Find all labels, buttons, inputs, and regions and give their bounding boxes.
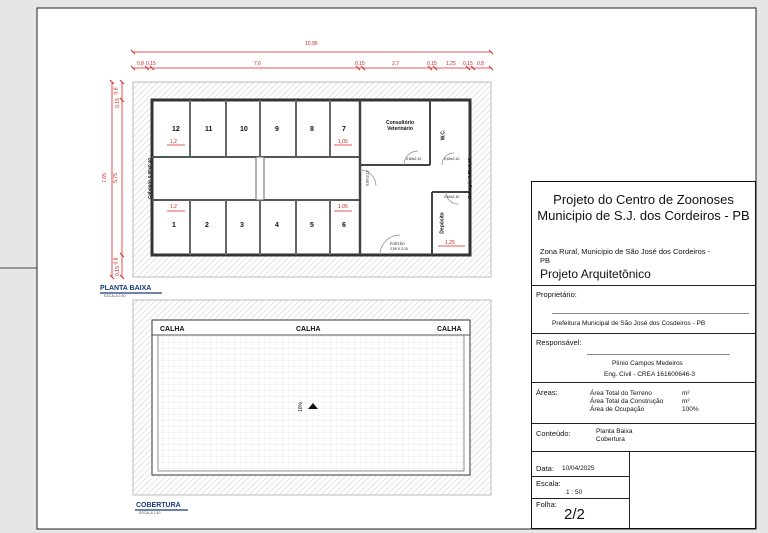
top-dim: 0,15 bbox=[146, 61, 156, 67]
door-tag: 0,60x2,10 bbox=[444, 157, 460, 161]
door-tag: 0,80x2,10 bbox=[406, 157, 422, 161]
left-dim: 7,65 bbox=[101, 173, 108, 183]
areas-label: Áreas: bbox=[536, 388, 558, 397]
gate-label: PORTÃO bbox=[390, 242, 405, 246]
responsible-name: Plínio Campos Medeiros bbox=[612, 360, 683, 367]
stall-dim: 1,05 bbox=[338, 139, 348, 145]
project-discipline: Projeto Arquitetônico bbox=[540, 267, 651, 281]
area-occupation-label: Área de Ocupação bbox=[590, 406, 645, 413]
date-value: 10/04/2025 bbox=[562, 465, 595, 472]
scale-label: Escala: bbox=[536, 479, 561, 488]
top-dim: 0,15 bbox=[463, 61, 473, 67]
top-dim: 7,6 bbox=[254, 61, 261, 67]
door-tag: 0,60x2,10 bbox=[444, 195, 460, 199]
date-label: Data: bbox=[536, 464, 554, 473]
left-dim: 0,8 bbox=[113, 257, 120, 265]
owner-section bbox=[532, 286, 755, 334]
top-dim: 0,8 bbox=[477, 61, 484, 67]
owner-label: Proprietário: bbox=[536, 290, 577, 299]
stall-number: 2 bbox=[205, 222, 209, 229]
scale-value: 1 : 50 bbox=[566, 489, 583, 496]
cobogo-right-label: Cobogós 0,50x0,40 bbox=[466, 158, 472, 199]
stall-dim: 1,2 bbox=[170, 204, 177, 210]
title-block bbox=[531, 181, 756, 529]
room-deposit-label: Depósito bbox=[439, 212, 446, 234]
gate-dim: 2,50 X 2,10 bbox=[390, 247, 408, 251]
plan-scale-note: ESCALA 1:50 bbox=[104, 294, 126, 298]
stall-number: 10 bbox=[240, 126, 248, 133]
stall-dim: 1,05 bbox=[338, 204, 348, 210]
door-tag: 0,80x2,10 bbox=[365, 170, 370, 186]
content-item: Planta Baixa bbox=[596, 428, 633, 435]
stall-number: 3 bbox=[240, 222, 244, 229]
responsible-role: Eng. Civil - CREA 161600646-3 bbox=[604, 371, 696, 378]
top-dim: 0,15 bbox=[355, 61, 365, 67]
areas-section bbox=[532, 383, 755, 424]
stall-number: 7 bbox=[342, 126, 346, 133]
stall-number: 8 bbox=[310, 126, 314, 133]
roof-title: COBERTURA bbox=[136, 502, 181, 509]
left-dim: 0,15 bbox=[114, 98, 121, 108]
stall-number: 9 bbox=[275, 126, 279, 133]
calha-label: CALHA bbox=[296, 326, 321, 333]
sheet-label: Folha: bbox=[536, 500, 557, 509]
calha-label: CALHA bbox=[160, 326, 185, 333]
area-build-unit: m² bbox=[682, 398, 690, 405]
content-item: Cobertura bbox=[596, 436, 625, 443]
responsible-label: Responsável: bbox=[536, 338, 582, 347]
stall-number: 12 bbox=[172, 126, 180, 133]
roof-scale-note: ESCALA 1:50 bbox=[139, 511, 161, 515]
left-dim: 5,75 bbox=[112, 173, 119, 183]
stall-number: 1 bbox=[172, 222, 176, 229]
content-section bbox=[532, 424, 755, 452]
top-dim: 1,25 bbox=[446, 61, 456, 67]
meta-section bbox=[532, 452, 630, 528]
calha-label: CALHA bbox=[437, 326, 462, 333]
area-terrain-label: Área Total do Terreno bbox=[590, 390, 652, 397]
content-label: Conteúdo: bbox=[536, 429, 571, 438]
stall-number: 6 bbox=[342, 222, 346, 229]
room-vet-label: Consultório Veterinário bbox=[385, 120, 415, 132]
area-terrain-unit: m² bbox=[682, 390, 690, 397]
room-wc-label: W.C. bbox=[440, 129, 447, 141]
sheet-number: 2/2 bbox=[564, 506, 585, 523]
stall-number: 5 bbox=[310, 222, 314, 229]
total-width-dim: 10,95 bbox=[305, 41, 318, 47]
top-dim: 0,15 bbox=[427, 61, 437, 67]
deposit-dim: 1,25 bbox=[445, 240, 455, 246]
left-dim: 0,15 bbox=[114, 266, 121, 276]
area-occupation-value: 100% bbox=[682, 406, 699, 413]
plan-title: PLANTA BAIXA bbox=[100, 285, 152, 292]
stall-number: 4 bbox=[275, 222, 279, 229]
floor-plan bbox=[110, 50, 493, 279]
top-dim: 2,7 bbox=[392, 61, 399, 67]
responsible-section bbox=[532, 334, 755, 383]
project-header bbox=[532, 182, 755, 286]
stall-dim: 1,2 bbox=[170, 139, 177, 145]
left-dim: 0,8 bbox=[113, 87, 120, 95]
stall-number: 11 bbox=[205, 126, 213, 133]
cobogo-left-label: Cobogós 0,50x0,40 bbox=[146, 158, 152, 199]
top-dim: 0,8 bbox=[137, 61, 144, 67]
project-location: Zona Rural, Municipio de São José dos Cordeiros - PB bbox=[540, 247, 711, 265]
roof-slope: 10% bbox=[298, 401, 305, 413]
area-build-label: Área Total da Construção bbox=[590, 398, 664, 405]
project-title: Projeto do Centro de Zoonoses Municipio de S.J. dos Cordeiros - PB bbox=[537, 192, 750, 223]
owner-name: Prefeitura Municipal de São José dos Cosdeiros - PB bbox=[552, 320, 706, 327]
